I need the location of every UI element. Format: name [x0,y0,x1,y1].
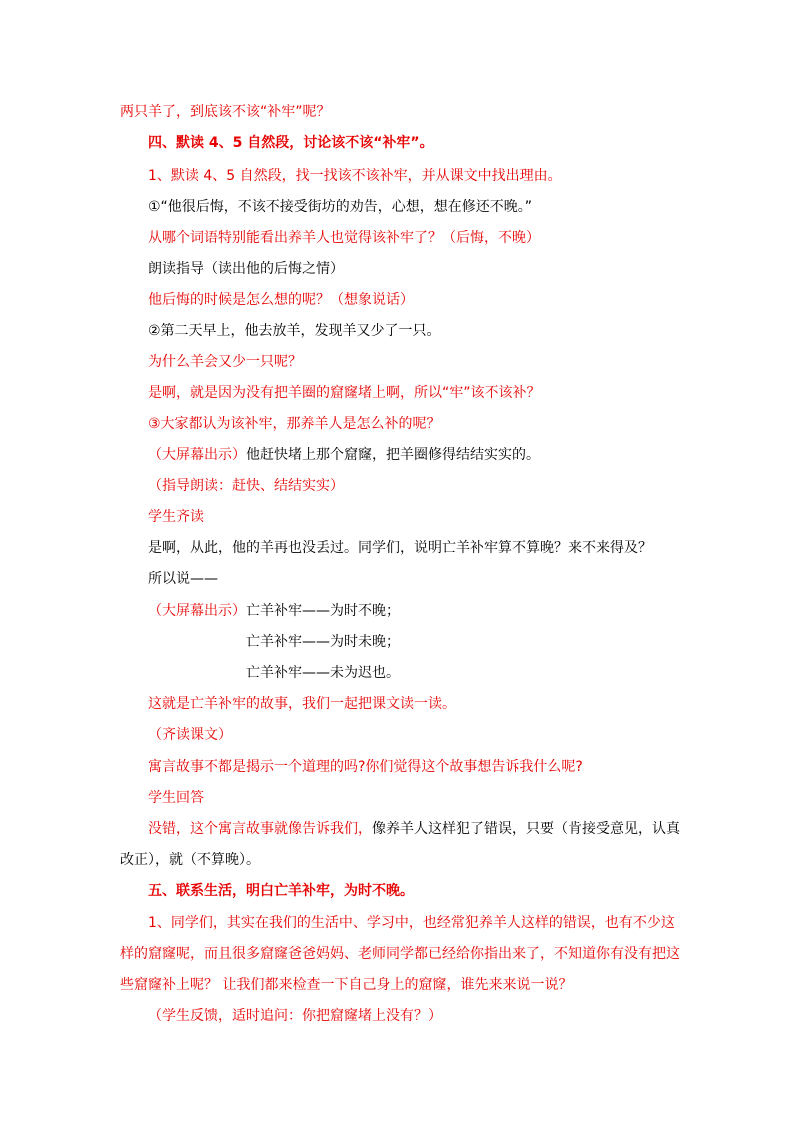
screen-display-tag-2: （大屏幕出示） [148,603,246,619]
story-summary: 这就是亡羊补牢的故事，我们一起把课文读一读。 [148,696,456,712]
so-say-line: 所以说—— [148,571,218,587]
lesson-explanation-black: 像养羊人这样犯了错误，只要（肯接受意见，认真 [372,821,680,837]
question-which-word: 从哪个词语特别能看出养羊人也觉得该补牢了？（后悔，不晚） [148,230,540,246]
quote-two: ②第二天早上，他去放羊，发现羊又少了一只。 [148,323,441,339]
quote-one: ①“他很后悔，不该不接受街坊的劝告，心想，想在修还不晚。” [148,199,533,215]
lesson-explanation-line [148,819,680,839]
reading-guidance-keywords: （指导朗读：赶快、结结实实） [148,478,344,494]
screen-display-tag: （大屏幕出示） [148,447,246,463]
idiom-line-two: 亡羊补牢——为时未晚； [246,634,400,650]
section-heading-five: 五、联系生活，明白亡羊补牢，为时不晚。 [148,883,414,899]
lesson-explanation-red: 没错，这个寓言故事就像告诉我们， [148,821,372,837]
lesson-explanation-continued: 改正），就（不算晚）。 [120,852,260,868]
read-text-together: （齐读课文） [148,727,232,743]
question-how-fix: ③大家都认为该补牢，那养羊人是怎么补的呢？ [148,416,441,432]
question-should-fix: 是啊，就是因为没有把羊圈的窟窿堵上啊，所以“牢”该不该补？ [148,385,541,401]
question-what-thought: 他后悔的时候是怎么想的呢？（想象说话） [148,292,414,308]
screen-display-line [148,445,540,465]
life-connection-line-3: 些窟窿补上呢？ 让我们都来检查一下自己身上的窟窿，谁先来来说一说？ [120,977,573,993]
screen-display-text: 他赶快堵上那个窟窿，把羊圈修得结结实实的。 [246,447,540,463]
students-answer: 学生回答 [148,790,204,806]
reading-guidance: 朗读指导（读出他的后悔之情） [148,261,344,277]
question-why-less: 为什么羊会又少一只呢？ [148,354,302,370]
life-connection-line-2: 样的窟窿呢，而且很多窟窿爸爸妈妈、老师同学都已经给你指出来了，不知道你有没有把这 [120,946,680,962]
life-connection-line-1: 1、同学们，其实在我们的生活中、学习中，也经常犯养羊人这样的错误，也有不少这 [148,915,675,931]
section-heading-four: 四、默读 4、5 自然段，讨论该不该“补牢”。 [148,135,434,151]
step-one-instruction: 1、默读 4、5 自然段，找一找该不该补牢，并从课文中找出理由。 [148,168,562,184]
idiom-line-three: 亡羊补牢——未为迟也。 [246,665,400,681]
idiom-text-one: 亡羊补牢——为时不晚； [246,603,400,619]
conclusion-question: 是啊，从此，他的羊再也没丢过。同学们，说明亡羊补牢算不算晚？来不来得及？ [148,540,652,556]
paragraph-intro-question: 两只羊了，到底该不该“补牢”呢？ [120,104,331,120]
student-feedback-note: （学生反馈，适时追问：你把窟窿堵上没有？） [148,1008,442,1024]
idiom-line-one [148,601,400,621]
fable-lesson-question: 寓言故事不都是揭示一个道理的吗?你们觉得这个故事想告诉我什么呢? [148,759,583,775]
students-read-together: 学生齐读 [148,509,204,525]
